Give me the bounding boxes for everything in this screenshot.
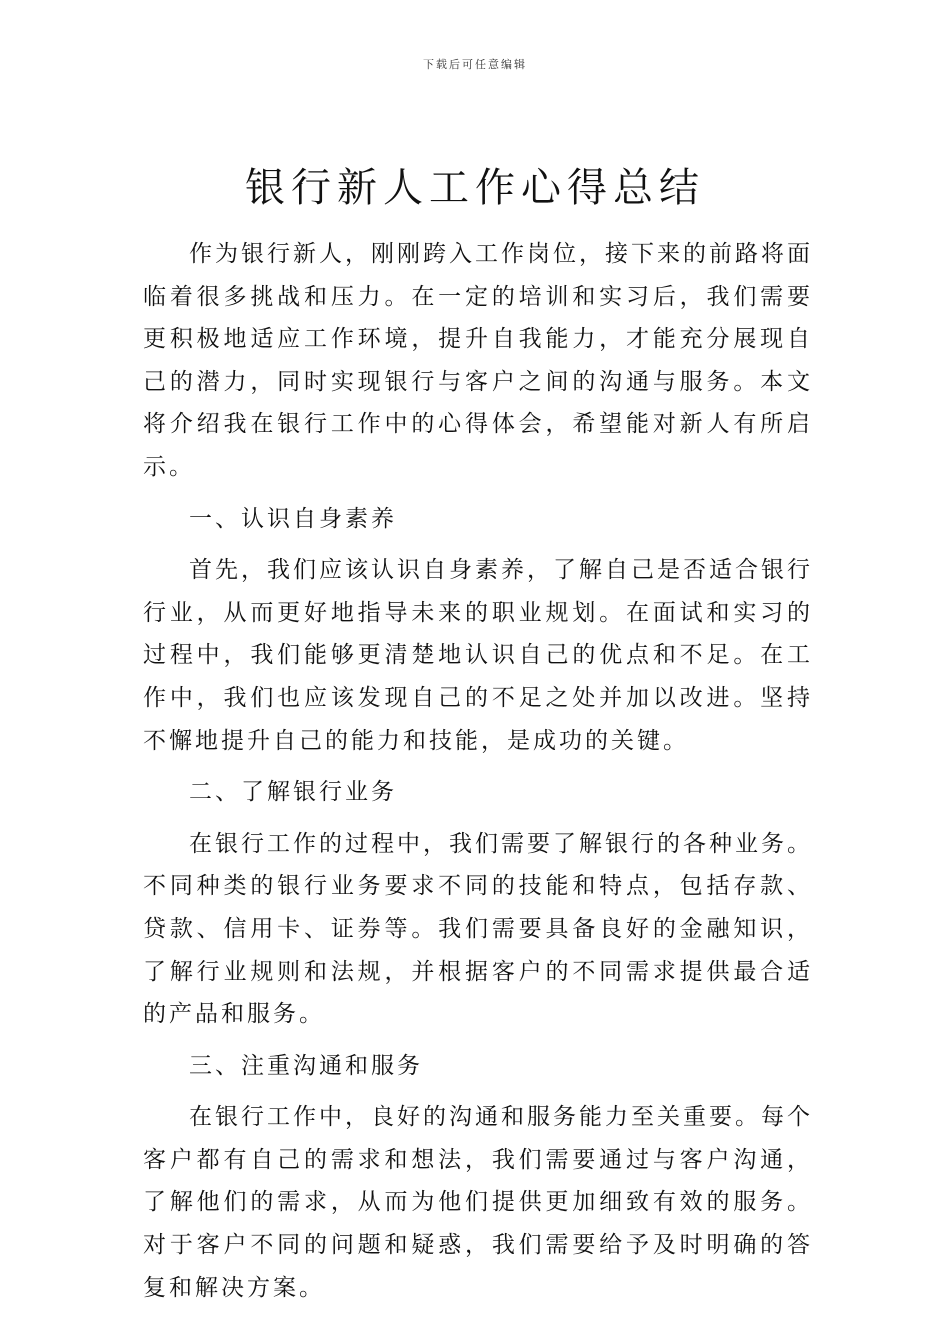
section-heading-1: 一、认识自身素养 (189, 505, 397, 532)
paragraph-section-2: 在银行工作的过程中，我们需要了解银行的各种业务。不同种类的银行业务要求不同的技能和特点，包括存款、贷款、信用卡、证券等。我们需要具备良好的金融知识，了解行业规则和法规，并根据客户的不同需求提供最合适的产品和服务。 (143, 830, 813, 1028)
paragraph-section-3: 在银行工作中，良好的沟通和服务能力至关重要。每个客户都有自己的需求和想法，我们需要通过与客户沟通，了解他们的需求，从而为他们提供更加细致有效的服务。对于客户不同的问题和疑惑，我们需要给予及时明确的答复和解决方案。 (143, 1104, 813, 1301)
paragraph-section-1: 首先，我们应该认识自身素养，了解自己是否适合银行行业，从而更好地指导未来的职业规划。在面试和实习的过程中，我们能够更清楚地认识自己的优点和不足。在工作中，我们也应该发现自己的不足之处并加以改进。坚持不懈地提升自己的能力和技能，是成功的关键。 (143, 557, 813, 754)
section-heading-2: 二、了解银行业务 (189, 779, 397, 806)
document-title: 银行新人工作心得总结 (245, 165, 705, 211)
header-note: 下载后可任意编辑 (423, 58, 527, 71)
paragraph-intro: 作为银行新人，刚刚跨入工作岗位，接下来的前路将面临着很多挑战和压力。在一定的培训和实习后，我们需要更积极地适应工作环境，提升自我能力，才能充分展现自己的潜力，同时实现银行与客户之间的沟通与服务。本文将介绍我在银行工作中的心得体会，希望能对新人有所启示。 (143, 241, 813, 480)
document-body (143, 233, 813, 1318)
section-heading-3: 三、注重沟通和服务 (189, 1052, 423, 1079)
